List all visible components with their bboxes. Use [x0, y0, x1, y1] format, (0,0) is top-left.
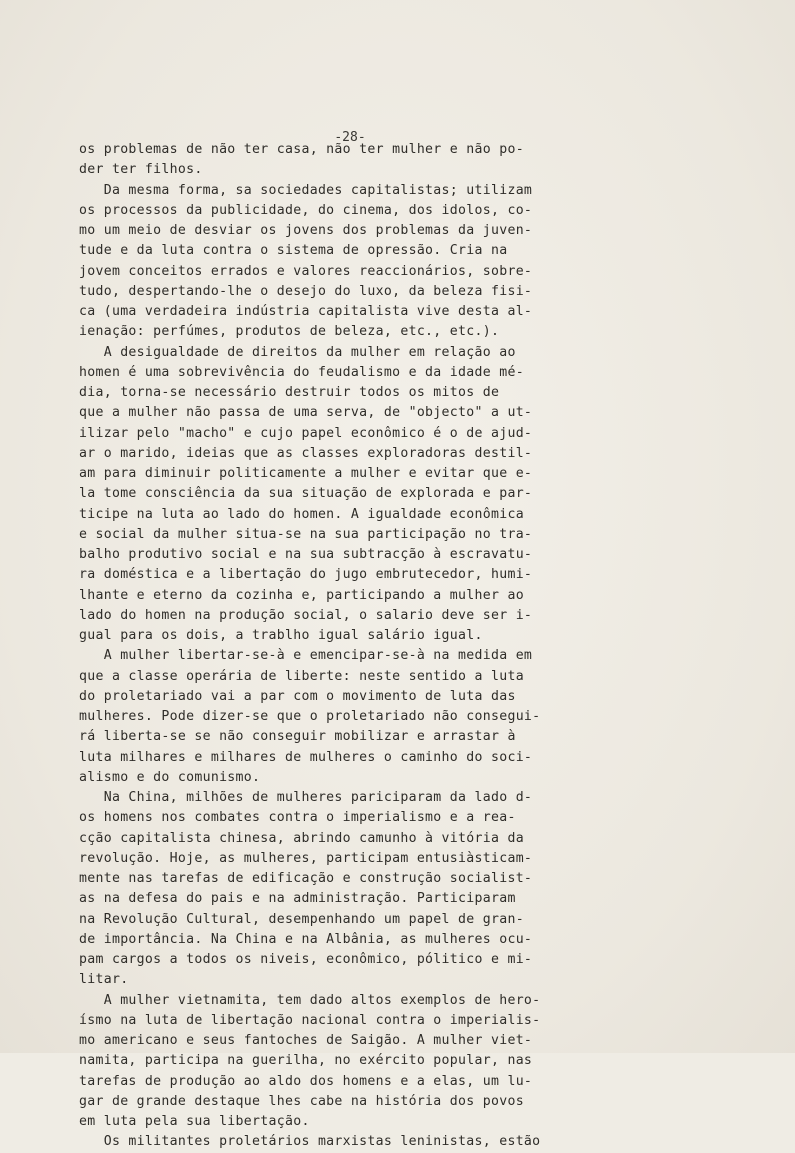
text-line: A mulher libertar-se-à e emencipar-se-à na medida em: [79, 648, 533, 664]
text-line: namita, participa na guerilha, no exército popular, nas: [79, 1053, 533, 1069]
body-text: [79, 140, 639, 1153]
text-line: Os militantes proletários marxistas leninistas, estão: [79, 1134, 541, 1150]
text-line: ar o marido, ideias que as classes exploradoras destil-: [79, 445, 533, 461]
text-line: na Revolução Cultural, desempenhando um papel de gran-: [79, 911, 524, 927]
text-line: lado do homen na produção social, o salario deve ser i-: [79, 607, 533, 623]
text-line: tarefas de produção ao aldo dos homens e a elas, um lu-: [79, 1073, 533, 1089]
text-line: gual para os dois, a trablho igual salário igual.: [79, 628, 483, 643]
text-line: os problemas de não ter casa, não ter mulher e não po-: [79, 142, 524, 157]
text-line: balho produtivo social e na sua subtracção à escravatu-: [79, 547, 533, 562]
text-line: gar de grande destaque lhes cabe na história dos povos: [79, 1093, 524, 1109]
text-line: litar.: [79, 972, 129, 988]
text-line: dia, torna-se necessário destruir todos os mitos de: [79, 385, 500, 400]
text-line: os homens nos combates contra o imperialismo e a rea-: [79, 810, 516, 826]
text-line: luta milhares e milhares de mulheres o caminho do soci-: [79, 749, 533, 765]
text-line: A desigualdade de direitos da mulher em relação ao: [79, 344, 516, 360]
text-line: de importância. Na China e na Albânia, as mulheres ocu-: [79, 931, 533, 947]
text-line: ilizar pelo "macho" e cujo papel econômico é o de ajud-: [79, 425, 533, 441]
text-line: rá liberta-se se não conseguir mobilizar e arrastar à: [79, 729, 516, 745]
text-line: tudo, despertando-lhe o desejo do luxo, da beleza fisi-: [79, 283, 533, 299]
text-line: lhante e eterno da cozinha e, participando a mulher ao: [79, 587, 524, 603]
text-line: ienação: perfúmes, produtos de beleza, etc., etc.).: [79, 324, 500, 340]
text-line: alismo e do comunismo.: [79, 769, 261, 785]
text-line: A mulher vietnamita, tem dado altos exemplos de hero-: [79, 992, 541, 1008]
text-line: der ter filhos.: [79, 162, 203, 178]
text-line: e social da mulher situa-se na sua participação no tra-: [79, 526, 533, 542]
text-line: mo um meio de desviar os jovens dos problemas da juven-: [79, 223, 533, 238]
text-line: homen é uma sobrevivência do feudalismo e da idade mé-: [79, 364, 524, 380]
text-line: os processos da publicidade, do cinema, dos idolos, co-: [79, 202, 533, 218]
page-number: -28-: [334, 130, 366, 145]
text-line: la tome consciência da sua situação de explorada e par-: [79, 486, 533, 502]
text-line: mo americano e seus fantoches de Saigão. A mulher viet-: [79, 1033, 533, 1048]
text-line: cção capitalista chinesa, abrindo camunho à vitória da: [79, 830, 524, 846]
text-line: do proletariado vai a par com o movimento de luta das: [79, 688, 516, 704]
text-line: ra doméstica e a libertação do jugo embrutecedor, humi-: [79, 567, 533, 583]
text-line: ísmo na luta de libertação nacional contra o imperialis-: [79, 1012, 541, 1028]
text-line: que a mulher não passa de uma serva, de "objecto" a ut-: [79, 405, 533, 421]
text-line: ticipe na luta ao lado do homen. A igualdade econômica: [79, 506, 524, 522]
text-line: revolução. Hoje, as mulheres, participam entusiàsticam-: [79, 850, 533, 866]
text-line: em luta pela sua libertação.: [79, 1114, 310, 1129]
text-line: tude e da luta contra o sistema de opressão. Cria na: [79, 243, 508, 259]
text-line: mulheres. Pode dizer-se que o proletariado não consegui-: [79, 709, 541, 724]
text-line: pam cargos a todos os niveis, econômico, pólitico e mi-: [79, 952, 533, 967]
text-line: mente nas tarefas de edificação e construção socialist-: [79, 871, 533, 886]
text-line: as na defesa do pais e na administração. Participaram: [79, 891, 516, 907]
text-line: am para diminuir politicamente a mulher e evitar que e-: [79, 466, 533, 481]
text-line: jovem conceitos errados e valores reaccionários, sobre-: [79, 263, 533, 279]
text-line: ca (uma verdadeira indústria capitalista vive desta al-: [79, 304, 533, 319]
text-line: que a classe operária de liberte: neste sentido a luta: [79, 668, 524, 684]
text-line: Na China, milhões de mulheres pariciparam da lado d-: [79, 790, 533, 805]
text-line: Da mesma forma, sa sociedades capitalistas; utilizam: [79, 182, 533, 198]
